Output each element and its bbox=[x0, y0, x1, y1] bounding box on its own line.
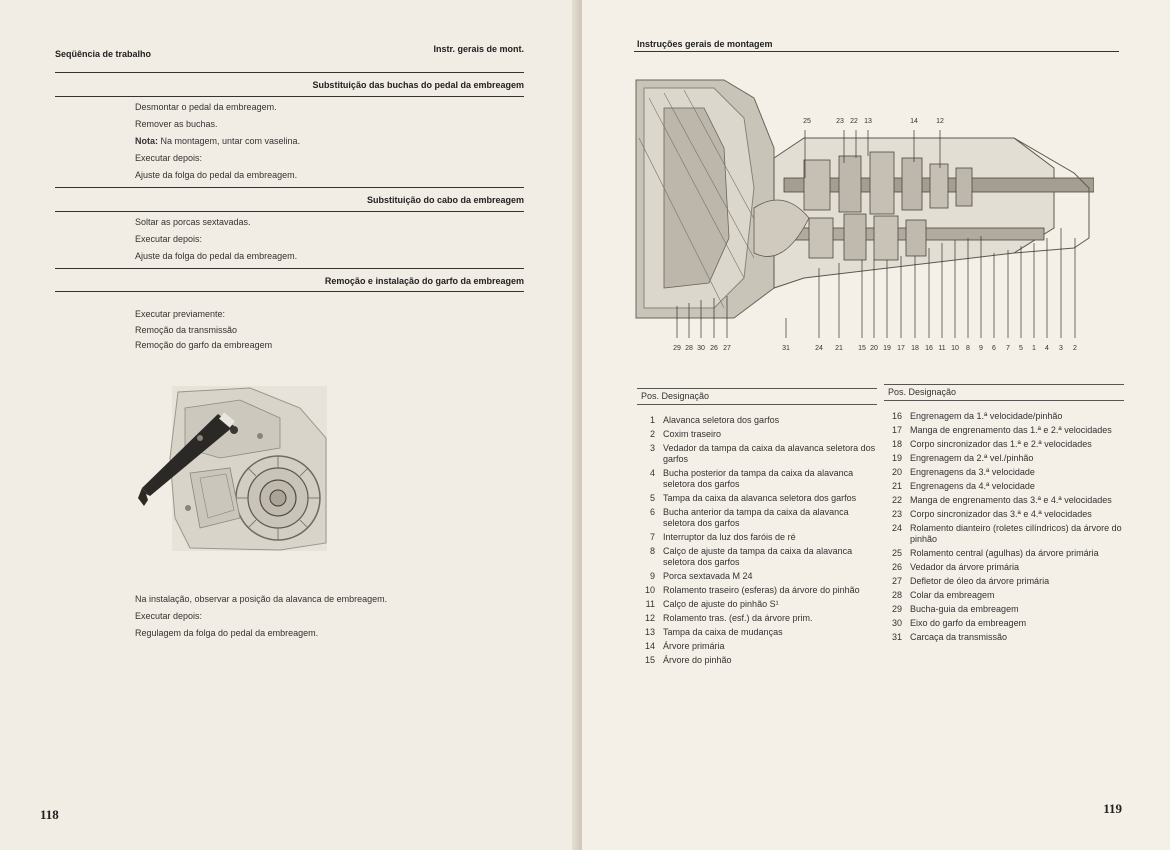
note-line bbox=[135, 136, 300, 146]
legend-item-designation: Porca sextavada M 24 bbox=[663, 571, 753, 581]
legend-item-designation: Defletor de óleo da árvore primária bbox=[910, 576, 1050, 586]
legend-item-designation: Tampa da caixa de mudanças bbox=[663, 627, 783, 637]
legend-item-designation: Interruptor da luz dos faróis de ré bbox=[663, 532, 796, 542]
legend-item-number: 24 bbox=[891, 523, 902, 533]
callout-label: 20 bbox=[870, 345, 878, 352]
callout-label: 21 bbox=[835, 345, 843, 352]
divider bbox=[55, 211, 524, 212]
legend-list bbox=[884, 411, 1124, 643]
instruction-line: Executar previamente: bbox=[135, 309, 226, 319]
instruction-line: Executar depois: bbox=[135, 611, 203, 621]
legend-item-number: 5 bbox=[649, 493, 655, 503]
legend-item bbox=[637, 627, 877, 638]
legend-item-designation: Carcaça da transmissão bbox=[910, 632, 1008, 642]
callout-label: 11 bbox=[938, 345, 946, 352]
legend-item-number: 10 bbox=[644, 585, 655, 595]
callout-label: 29 bbox=[673, 345, 681, 352]
transmission-photo bbox=[130, 378, 330, 558]
callout-label: 17 bbox=[897, 345, 905, 352]
legend-item bbox=[884, 548, 1124, 559]
legend-item-number: 30 bbox=[891, 618, 902, 628]
legend-item-number: 26 bbox=[891, 562, 902, 572]
legend-item-number: 18 bbox=[891, 439, 902, 449]
callout-label: 4 bbox=[1045, 345, 1049, 352]
left-header: Seqüência de trabalho bbox=[55, 49, 152, 59]
legend-item-designation: Corpo sincronizador das 1.ª e 2.ª velocidades bbox=[910, 439, 1092, 449]
callout-label: 8 bbox=[966, 345, 970, 352]
callout-label: 12 bbox=[936, 118, 944, 125]
section-title: Remoção e instalação do garfo da embreagem bbox=[324, 276, 524, 286]
callout-label: 10 bbox=[951, 345, 959, 352]
callout-label: 2 bbox=[1073, 345, 1077, 352]
instruction-line: Executar depois: bbox=[135, 234, 203, 244]
callout-label: 30 bbox=[697, 345, 705, 352]
callout-label: 1 bbox=[1032, 345, 1036, 352]
legend-item-number: 20 bbox=[891, 467, 902, 477]
legend-header: Pos. Designação bbox=[637, 388, 877, 405]
legend-left bbox=[637, 388, 877, 669]
legend-item-designation: Engrenagens da 3.ª velocidade bbox=[910, 467, 1035, 477]
legend-item bbox=[884, 481, 1124, 492]
legend-item bbox=[884, 604, 1124, 615]
callout-label: 23 bbox=[836, 118, 844, 125]
legend-item bbox=[637, 546, 877, 568]
legend-item-designation: Eixo do garfo da embreagem bbox=[910, 618, 1027, 628]
legend-item-designation: Rolamento tras. (esf.) da árvore prim. bbox=[663, 613, 813, 623]
legend-item-number: 21 bbox=[891, 481, 902, 491]
legend-item-designation: Manga de engrenamento das 1.ª e 2.ª velocidades bbox=[910, 425, 1112, 435]
legend-item bbox=[884, 562, 1124, 573]
legend-item-designation: Colar da embreagem bbox=[910, 590, 995, 600]
legend-item bbox=[884, 425, 1124, 436]
legend-item bbox=[637, 571, 877, 582]
callout-label: 3 bbox=[1059, 345, 1063, 352]
legend-item-number: 17 bbox=[891, 425, 902, 435]
legend-item bbox=[637, 493, 877, 504]
legend-item-designation: Bucha-guia da embreagem bbox=[910, 604, 1019, 614]
section-title: Substituição do cabo da embreagem bbox=[366, 195, 524, 205]
legend-item bbox=[884, 495, 1124, 506]
callout-label: 31 bbox=[782, 345, 790, 352]
legend-item-number: 11 bbox=[645, 599, 655, 609]
legend-item bbox=[884, 590, 1124, 601]
legend-item-number: 29 bbox=[891, 604, 902, 614]
legend-item bbox=[884, 632, 1124, 643]
legend-item bbox=[637, 585, 877, 596]
left-header-right: Instr. gerais de mont. bbox=[433, 44, 524, 54]
legend-item-designation: Vedador da tampa da caixa da alavanca seletora dos garfos bbox=[663, 443, 876, 464]
legend-item-number: 23 bbox=[891, 509, 902, 519]
callout-label: 24 bbox=[815, 345, 823, 352]
legend-item-designation: Bucha anterior da tampa da caixa da alavanca seletora dos garfos bbox=[663, 507, 849, 528]
legend-item-number: 27 bbox=[891, 576, 902, 586]
instruction-line: Regulagem da folga do pedal da embreagem. bbox=[135, 628, 319, 638]
legend-item-designation: Manga de engrenamento das 3.ª e 4.ª velocidades bbox=[910, 495, 1112, 505]
legend-item bbox=[637, 507, 877, 529]
legend-item bbox=[637, 532, 877, 543]
legend-item-number: 9 bbox=[649, 571, 655, 581]
callout-label: 25 bbox=[803, 118, 811, 125]
callout-label: 18 bbox=[911, 345, 919, 352]
legend-item-designation: Alavanca seletora dos garfos bbox=[663, 415, 780, 425]
callout-label: 13 bbox=[864, 118, 872, 125]
left-page bbox=[0, 0, 580, 850]
callout-label: 14 bbox=[910, 118, 918, 125]
instruction-line: Ajuste da folga do pedal da embreagem. bbox=[135, 251, 298, 261]
legend-header: Pos. Designação bbox=[884, 384, 1124, 401]
legend-item-designation: Calço de ajuste da tampa da caixa da alavanca seletora dos garfos bbox=[663, 546, 853, 567]
divider bbox=[55, 268, 524, 269]
legend-item-designation: Bucha posterior da tampa da caixa da alavanca seletora dos garfos bbox=[663, 468, 854, 489]
right-page bbox=[582, 0, 1170, 850]
note-text: Na montagem, untar com vaselina. bbox=[158, 136, 301, 146]
legend-item-number: 15 bbox=[644, 655, 655, 665]
divider bbox=[55, 72, 524, 73]
instruction-line: Remoção do garfo da embreagem bbox=[135, 340, 273, 350]
legend-item bbox=[637, 599, 877, 610]
legend-item-number: 3 bbox=[649, 443, 655, 453]
legend-list bbox=[637, 415, 877, 666]
gearbox-cross-section-diagram bbox=[634, 78, 1094, 338]
legend-item-number: 4 bbox=[649, 468, 655, 478]
legend-item-designation: Coxim traseiro bbox=[663, 429, 722, 439]
section-title: Substituição das buchas do pedal da embreagem bbox=[312, 80, 524, 90]
legend-item bbox=[637, 468, 877, 490]
divider bbox=[634, 51, 1119, 52]
note-label: Nota: bbox=[135, 136, 158, 146]
instruction-line: Na instalação, observar a posição da alavanca de embreagem. bbox=[135, 594, 388, 604]
callout-label: 5 bbox=[1019, 345, 1023, 352]
callout-label: 15 bbox=[858, 345, 866, 352]
legend-item-designation: Vedador da árvore primária bbox=[910, 562, 1020, 572]
instruction-line: Remoção da transmissão bbox=[135, 325, 238, 335]
legend-item-designation: Corpo sincronizador das 3.ª e 4.ª velocidades bbox=[910, 509, 1092, 519]
legend-item bbox=[884, 411, 1124, 422]
legend-item-designation: Engrenagens da 4.ª velocidade bbox=[910, 481, 1035, 491]
legend-item-designation: Árvore primária bbox=[663, 641, 725, 651]
callout-label: 16 bbox=[925, 345, 933, 352]
legend-item bbox=[637, 655, 877, 666]
legend-item-number: 1 bbox=[649, 415, 655, 425]
legend-item-designation: Rolamento traseiro (esferas) da árvore do pinhão bbox=[663, 585, 860, 595]
legend-item-number: 22 bbox=[891, 495, 902, 505]
legend-item bbox=[884, 509, 1124, 520]
callout-label: 7 bbox=[1006, 345, 1010, 352]
legend-item bbox=[637, 443, 877, 465]
instruction-line: Soltar as porcas sextavadas. bbox=[135, 217, 251, 227]
callout-label: 26 bbox=[710, 345, 718, 352]
legend-item-designation: Engrenagem da 2.ª vel./pinhão bbox=[910, 453, 1034, 463]
legend-item bbox=[884, 576, 1124, 587]
legend-item-number: 28 bbox=[891, 590, 902, 600]
page-number: 118 bbox=[40, 807, 59, 822]
legend-item-number: 13 bbox=[644, 627, 655, 637]
page-number: 119 bbox=[1103, 801, 1122, 816]
legend-item bbox=[884, 618, 1124, 629]
legend-right bbox=[884, 384, 1124, 646]
callout-label: 22 bbox=[850, 118, 858, 125]
callout-label: 6 bbox=[992, 345, 996, 352]
legend-item bbox=[884, 439, 1124, 450]
callout-label: 28 bbox=[685, 345, 693, 352]
legend-item-designation: Tampa da caixa da alavanca seletora dos garfos bbox=[663, 493, 857, 503]
legend-item-number: 7 bbox=[649, 532, 655, 542]
legend-item bbox=[637, 641, 877, 652]
legend-item-number: 14 bbox=[644, 641, 655, 651]
instruction-line: Executar depois: bbox=[135, 153, 203, 163]
legend-item-designation: Engrenagem da 1.ª velocidade/pinhão bbox=[910, 411, 1063, 421]
instruction-line: Ajuste da folga do pedal da embreagem. bbox=[135, 170, 298, 180]
legend-item-designation: Rolamento central (agulhas) da árvore primária bbox=[910, 548, 1099, 558]
callout-label: 27 bbox=[723, 345, 731, 352]
instruction-line: Remover as buchas. bbox=[135, 119, 218, 129]
legend-item-number: 12 bbox=[644, 613, 655, 623]
legend-item bbox=[884, 523, 1124, 545]
legend-item-designation: Calço de ajuste do pinhão S¹ bbox=[663, 599, 779, 609]
legend-item-number: 31 bbox=[891, 632, 902, 642]
legend-item bbox=[637, 613, 877, 624]
callout-label: 19 bbox=[883, 345, 891, 352]
legend-item bbox=[637, 429, 877, 440]
divider bbox=[55, 187, 524, 188]
right-header: Instruções gerais de montagem bbox=[637, 39, 773, 49]
legend-item-number: 25 bbox=[891, 548, 902, 558]
legend-item bbox=[884, 453, 1124, 464]
legend-item-number: 2 bbox=[649, 429, 655, 439]
legend-item-number: 16 bbox=[891, 411, 902, 421]
callout-label: 9 bbox=[979, 345, 983, 352]
legend-item-designation: Rolamento dianteiro (roletes cilíndricos) da árvore do pinhão bbox=[910, 523, 1122, 544]
divider bbox=[55, 291, 524, 292]
legend-item bbox=[884, 467, 1124, 478]
legend-item-number: 6 bbox=[649, 507, 655, 517]
legend-item-designation: Árvore do pinhão bbox=[663, 655, 732, 665]
divider bbox=[55, 96, 524, 97]
legend-item bbox=[637, 415, 877, 426]
legend-item-number: 19 bbox=[891, 453, 902, 463]
instruction-line: Desmontar o pedal da embreagem. bbox=[135, 102, 277, 112]
legend-item-number: 8 bbox=[649, 546, 655, 556]
